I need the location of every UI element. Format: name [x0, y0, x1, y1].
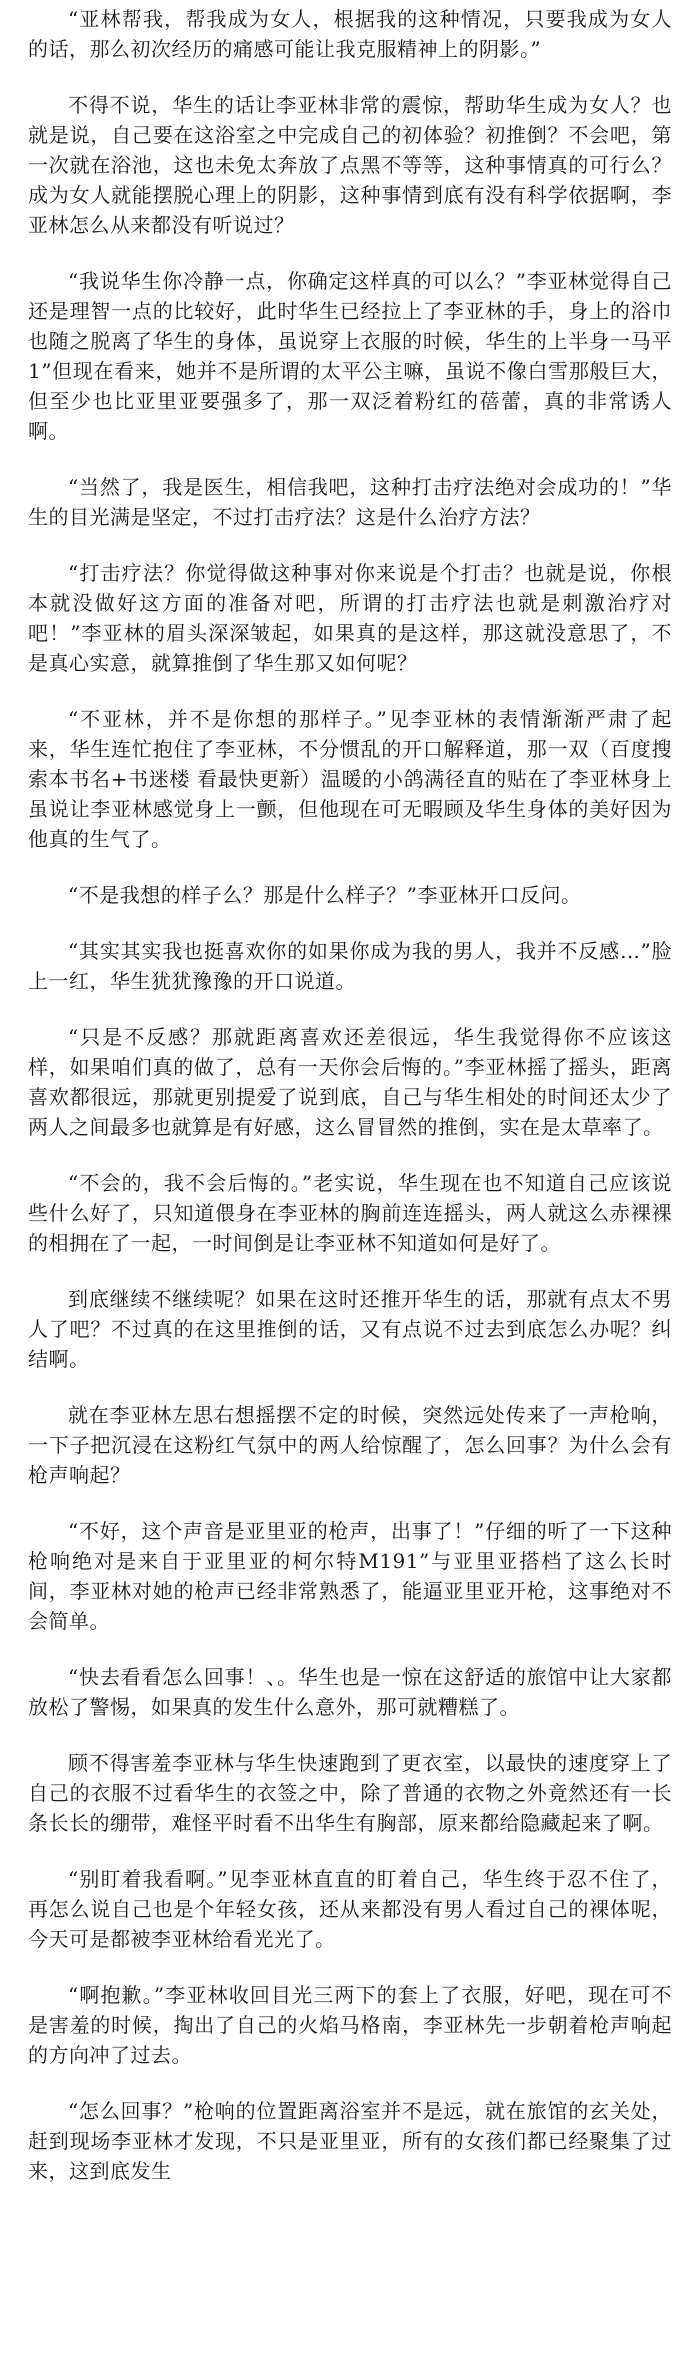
paragraph: “不好，这个声音是亚里亚的枪声，出事了！”仔细的听了一下这种枪响绝对是来自于亚里亚的柯尔特M191”与亚里亚搭档了这么长时间，李亚林对她的枪声已经非常熟悉了，能逼亚里亚开枪，这事绝对不会简单。: [28, 1519, 672, 1633]
paragraph: “其实其实我也挺喜欢你的如果你成为我的男人，我并不反感…”脸上一红，华生犹犹豫豫的开口说道。: [28, 939, 672, 993]
paragraph: 顾不得害羞李亚林与华生快速跑到了更衣室，以最快的速度穿上了自己的衣服不过看华生的衣签之中，除了普通的衣物之外竟然还有一长条长长的绷带，难怪平时看不出华生有胸部，原来都给隐藏起来了啊。: [28, 1751, 672, 1835]
paragraph: “打击疗法？你觉得做这种事对你来说是个打击？也就是说，你根本就没做好这方面的准备对吧，所谓的打击疗法也就是刺激治疗对吧！”李亚林的眉头深深皱起，如果真的是这样，那这就没意思了，不是真心实意，就算推倒了华生那又如何呢？: [28, 561, 672, 675]
paragraph: 不得不说，华生的话让李亚林非常的震惊，帮助华生成为女人？也就是说，自己要在这浴室之中完成自己的初体验？初推倒？不会吧，第一次就在浴池，这也未免太奔放了点黑不等等，这种事情真的可行么？成为女人就能摆脱心理上的阴影，这种事情到底有没有科学依据啊，李亚林怎么从来都没有听说过？: [28, 93, 672, 237]
paragraph: “不会的，我不会后悔的。”老实说，华生现在也不知道自己应该说些什么好了，只知道偎身在李亚林的胸前连连摇头，两人就这么赤裸裸的相拥在了一起，一时间倒是让李亚林不知道如何是好了。: [28, 1171, 672, 1255]
paragraph: 就在李亚林左思右想摇摆不定的时候，突然远处传来了一声枪响，一下子把沉浸在这粉红气氛中的两人给惊醒了，怎么回事？为什么会有枪声响起？: [28, 1403, 672, 1487]
paragraph: “快去看看怎么回事！、。华生也是一惊在这舒适的旅馆中让大家都放松了警惕，如果真的发生什么意外，那可就糟糕了。: [28, 1665, 672, 1719]
paragraph: “只是不反感？那就距离喜欢还差很远，华生我觉得你不应该这样，如果咱们真的做了，总有一天你会后悔的。”李亚林摇了摇头，距离喜欢都很远，那就更别提爱了说到底，自己与华生相处的时间还太少了两人之间最多也就算是有好感，这么冒冒然的推倒，实在是太草率了。: [28, 1025, 672, 1139]
paragraph: “不是我想的样子么？那是什么样子？”李亚林开口反问。: [68, 883, 582, 907]
paragraph: 到底继续不继续呢？如果在这时还推开华生的话，那就有点太不男人了吧？不过真的在这里推倒的话，又有点说不过去到底怎么办呢？纠结啊。: [28, 1287, 672, 1371]
paragraph: “不亚林，并不是你想的那样子。”见李亚林的表情渐渐严肃了起来，华生连忙抱住了李亚林，不分惯乱的开口解释道，那一双（百度搜索本书名+书迷楼 看最快更新）温暖的小鸽满径直的贴在了李亚林身上虽说让李亚林感觉身上一颤，但他现在可无暇顾及华生身体的美好因为他真的生气了。: [28, 707, 672, 851]
paragraph: “我说华生你冷静一点，你确定这样真的可以么？”李亚林觉得自己还是理智一点的比较好，此时华生已经拉上了李亚林的手，身上的浴巾也随之脱离了华生的身体，虽说穿上衣服的时候，华生的上半身一马平1”但现在看来，她并不是所谓的太平公主嘛，虽说不像白雪那般巨大，但至少也比亚里亚要强多了，那一双泛着粉红的蓓蕾，真的非常诱人啊。: [28, 269, 672, 443]
paragraph: “怎么回事？”枪响的位置距离浴室并不是远，就在旅馆的玄关处，赶到现场李亚林才发现，不只是亚里亚，所有的女孩们都已经聚集了过来，这到底发生: [28, 2099, 672, 2183]
paragraph: “啊抱歉。”李亚林收回目光三两下的套上了衣服，好吧，现在可不是害羞的时候，掏出了自己的火焰马格南，李亚林先一步朝着枪声响起的方向冲了过去。: [28, 1983, 672, 2067]
paragraph: “别盯着我看啊。”见李亚林直直的盯着自己，华生终于忍不住了，再怎么说自己也是个年轻女孩，还从来都没有男人看过自己的裸体呢，今天可是都被李亚林给看光光了。: [28, 1867, 672, 1951]
paragraph: “亚林帮我，帮我成为女人，根据我的这种情况，只要我成为女人的话，那么初次经历的痛感可能让我克服精神上的阴影。”: [28, 7, 672, 61]
paragraph: “当然了，我是医生，相信我吧，这种打击疗法绝对会成功的！”华生的目光满是坚定，不过打击疗法？这是什么治疗方法？: [28, 475, 672, 529]
